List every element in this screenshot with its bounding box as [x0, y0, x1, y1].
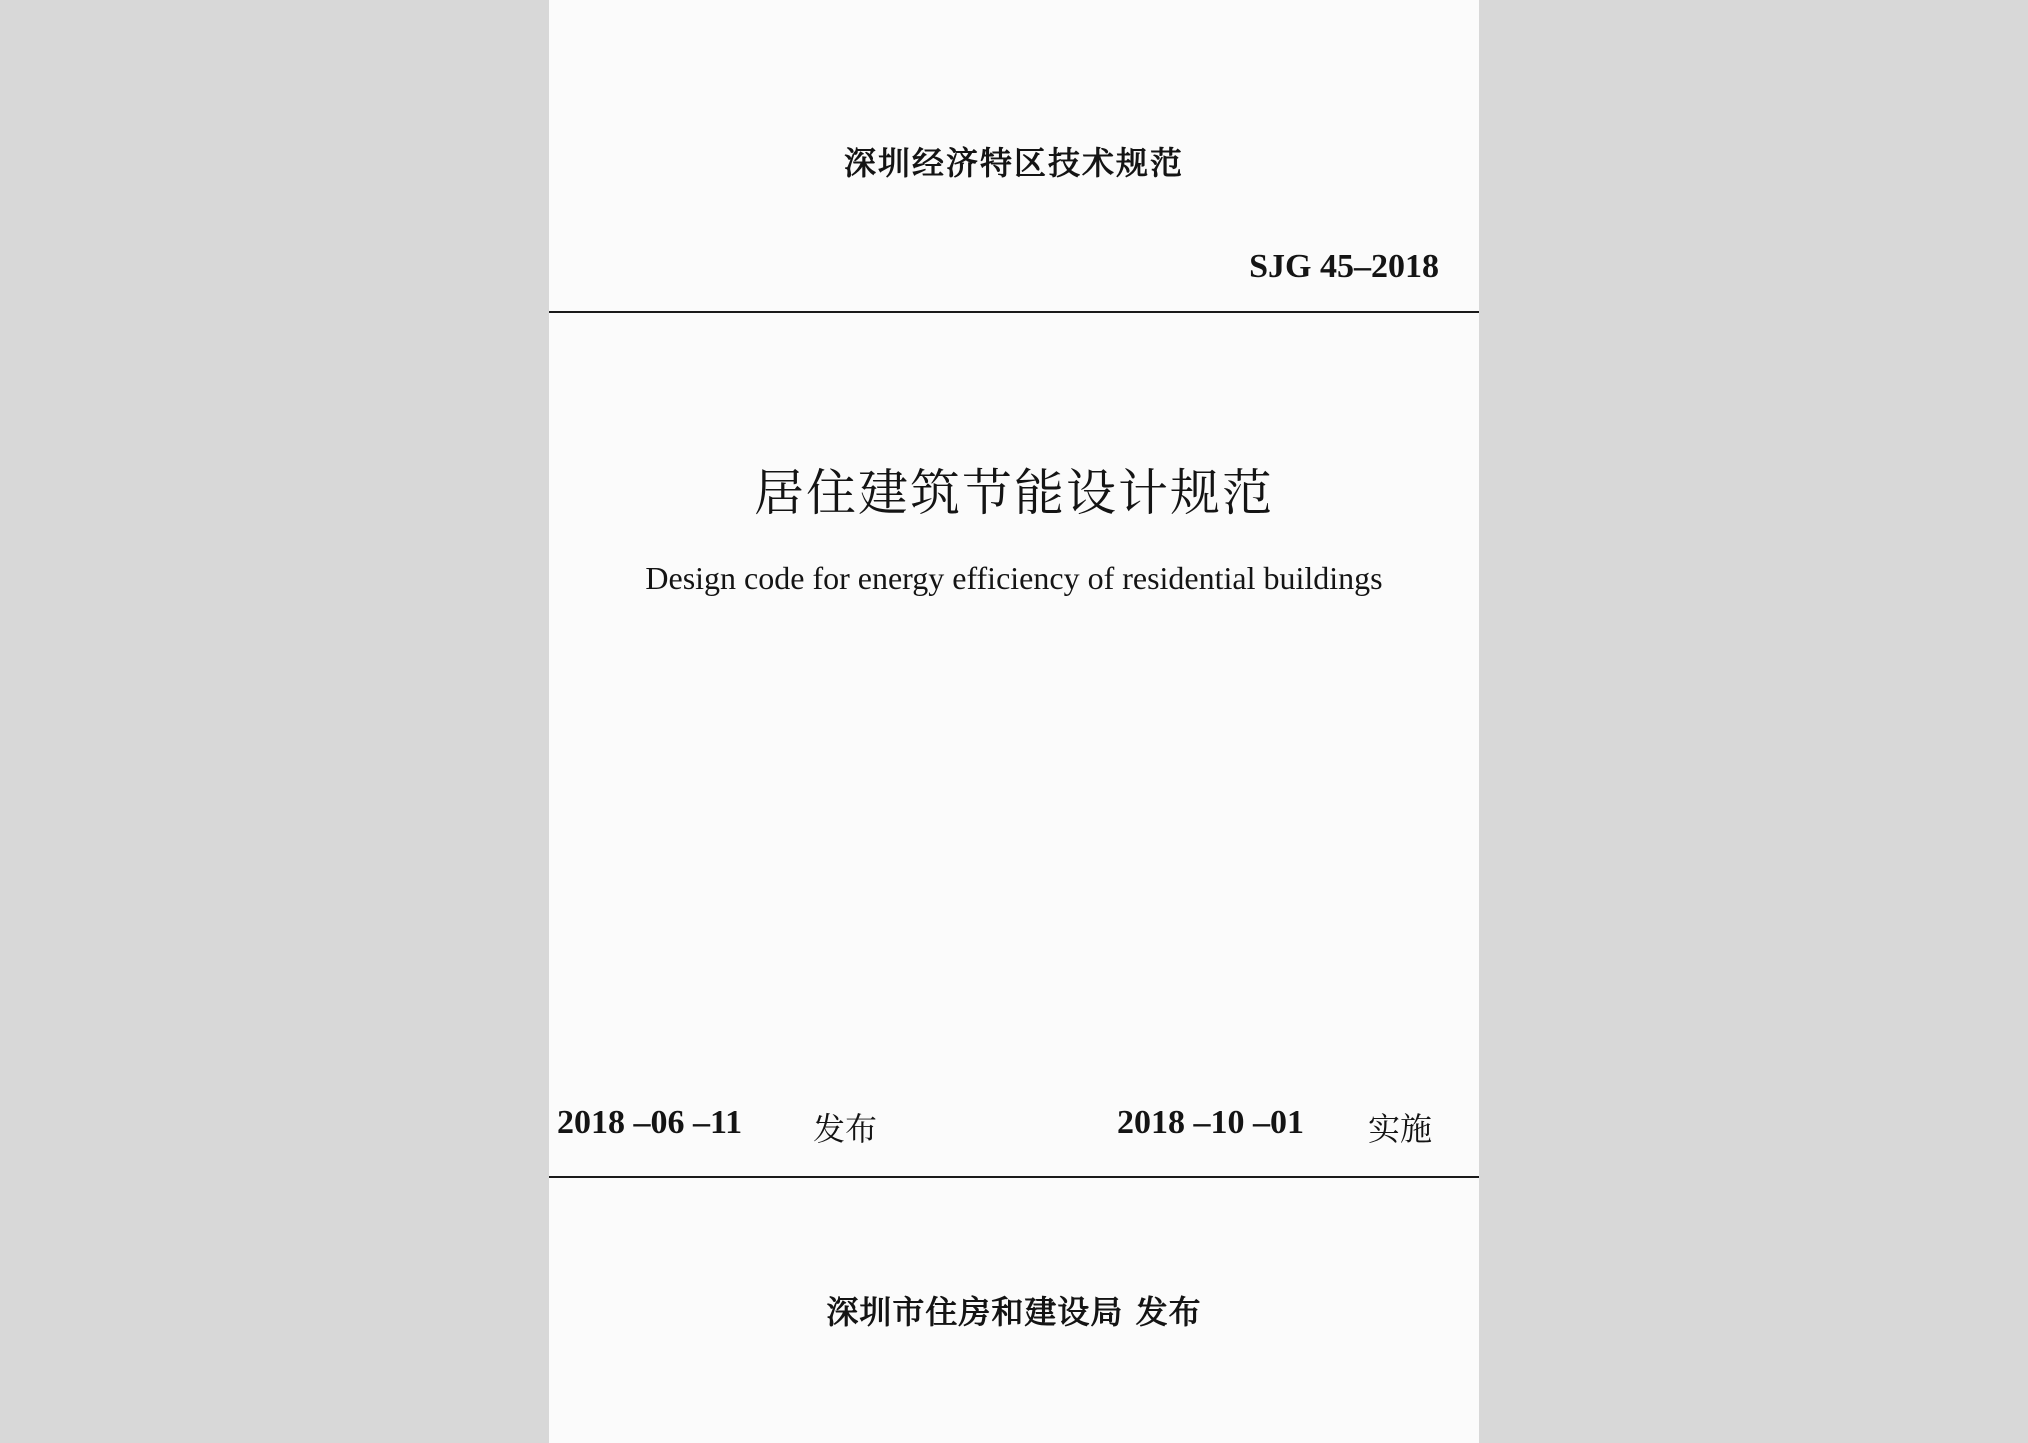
document-page	[549, 0, 1479, 1443]
bottom-divider	[549, 1176, 1479, 1178]
publisher: 深圳市住房和建设局 发布	[826, 1293, 1202, 1331]
standard-code: SJG 45–2018	[1249, 248, 1439, 285]
title-chinese: 居住建筑节能设计规范	[754, 464, 1274, 522]
standard-series: 深圳经济特区技术规范	[843, 144, 1184, 182]
top-divider	[549, 311, 1479, 313]
issue-label: 发布	[813, 1110, 878, 1148]
implement-label: 实施	[1368, 1110, 1433, 1148]
issue-date: 2018 –06 –11	[557, 1104, 743, 1141]
implement-date: 2018 –10 –01	[1117, 1104, 1304, 1141]
title-english: Design code for energy efficiency of residential buildings	[645, 560, 1383, 596]
